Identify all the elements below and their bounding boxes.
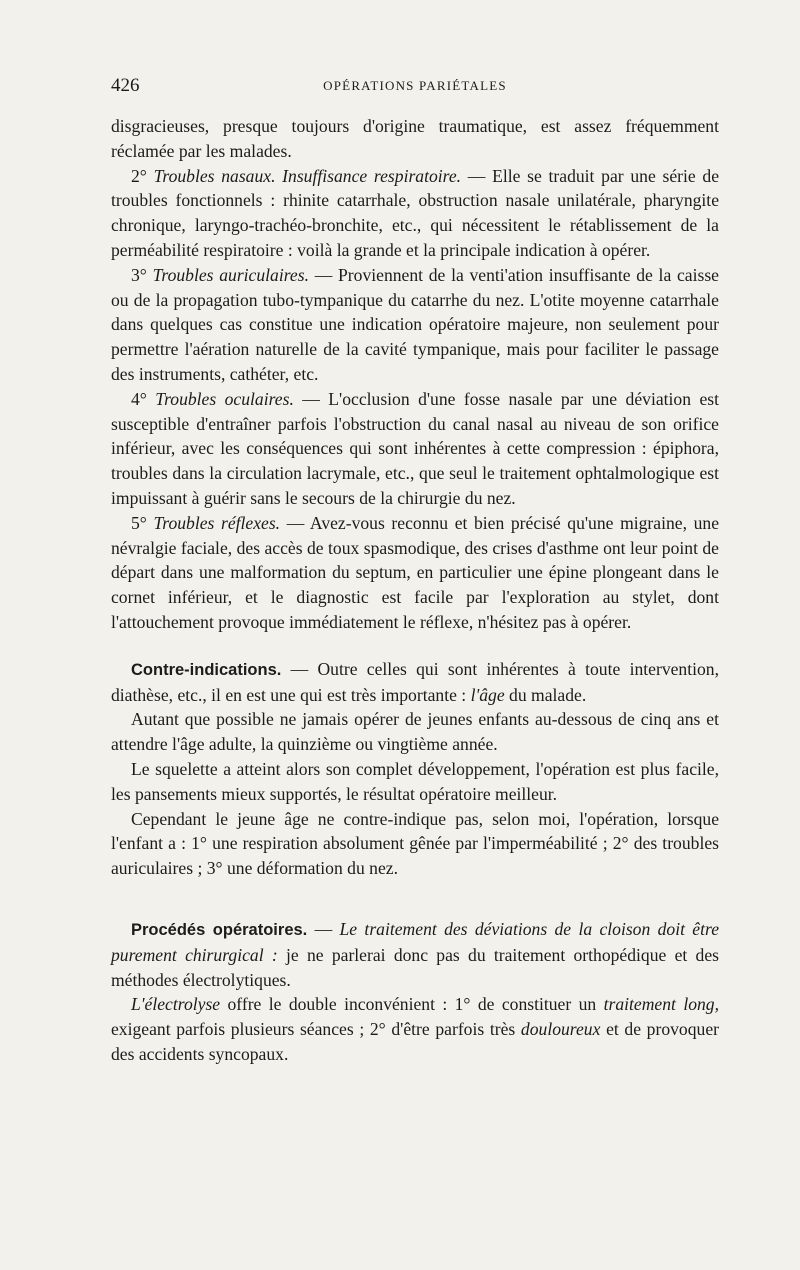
subheading-troubles-reflexes: Troubles réflexes. <box>153 512 281 533</box>
paragraph-electrolyse: L'électrolyse offre le double inconvénient : 1° de constituer un traitement long, exigeant parfois plusieurs séances ; 2° d'être parfois très douloureux et de provoquer des accidents syncopaux. <box>111 994 719 1064</box>
section-heading-contre-indications: Contre-indications. <box>131 660 282 679</box>
subheading-troubles-oculaires: Troubles oculaires. <box>155 388 294 409</box>
paragraph-troubles-oculaires: 4° Troubles oculaires. — L'occlusion d'une fosse nasale par une déviation est susceptible d'entraîner parfois l'obstruction du canal nasal au niveau de son orifice inférieur, avec les conséquences qui sont inhérentes à cette compression : épiphora, troubles dans la circulation lacrymale, etc., que seul le traitement ophtalmologique est impuissant à guérir sans le secours de la chirurgie du nez. <box>111 388 719 508</box>
paragraph-jeune-age: Cependant le jeune âge ne contre-indique pas, selon moi, l'opération, lorsque l'enfant a : 1° une respiration absolument gênée par l'imperméabilité ; 2° des troubles auriculaires ; 3° une déformation du nez. <box>111 808 719 879</box>
subheading-troubles-nasaux: Troubles nasaux. Insuffisance respiratoire. <box>153 165 462 186</box>
page-number: 426 <box>111 75 140 96</box>
section-heading-procedes-operatoires: Procédés opératoires. <box>131 920 308 939</box>
page-header <box>111 74 719 98</box>
paragraph-troubles-reflexes: 5° Troubles réflexes. — Avez-vous reconnu et bien précisé qu'une migraine, une névralgie faciale, des accès de toux spasmodique, des crises d'asthme ont leur point de départ dans une malformation du septum, en particulier une épine plongeant dans le cornet inférieur, et le diagnostic est facile par l'exploration au stylet, dont l'attouchement provoque immédiatement le réflexe, n'hésitez pas à opérer. <box>111 512 719 632</box>
paragraph-procedes-operatoires: Procédés opératoires. — Le traitement des déviations de la cloison doit être purement chirurgical : je ne parlerai donc pas du traitement orthopédique et des méthodes électrolytiques. <box>111 918 719 990</box>
paragraph-continuation: disgracieuses, presque toujours d'origine traumatique, est assez fréquemment réclamée par les malades. <box>111 116 719 161</box>
paragraph-troubles-nasaux: 2° Troubles nasaux. Insuffisance respiratoire. — Elle se traduit par une série de troubles fonctionnels : rhinite catarrhale, obstruction nasale unilatérale, pharyngite chronique, laryngo-trachéo-bronchite, etc., qui nécessitent le rétablissement de la perméabilité respiratoire : voilà la grande et la principale indication à opérer. <box>111 165 719 260</box>
paragraph-contre-indications: Contre-indications. — Outre celles qui sont inhérentes à toute intervention, diathèse, etc., il en est une qui est très importante : l'âge du malade. <box>111 658 719 705</box>
paragraph-squelette: Le squelette a atteint alors son complet développement, l'opération est plus facile, les pansements mieux supportés, le résultat opératoire meilleur. <box>111 758 719 804</box>
running-title: OPÉRATIONS PARIÉTALES <box>323 78 507 93</box>
subheading-troubles-auriculaires: Troubles auriculaires. <box>152 264 309 285</box>
page-body <box>111 114 719 1067</box>
paragraph-age: Autant que possible ne jamais opérer de jeunes enfants au-dessous de cinq ans et attendre l'âge adulte, la quinzième ou vingtième année. <box>111 709 719 755</box>
paragraph-troubles-auriculaires: 3° Troubles auriculaires. — Proviennent de la venti'ation insuffisante de la caisse ou de la propagation tubo-tympanique du catarrhe du nez. L'otite moyenne catarrhale dans quelques cas constitue une indication opératoire majeure, non seulement pour permettre l'aération naturelle de la cavité tympanique, mais pour faciliter le passage des instruments, cathéter, etc. <box>111 264 719 384</box>
